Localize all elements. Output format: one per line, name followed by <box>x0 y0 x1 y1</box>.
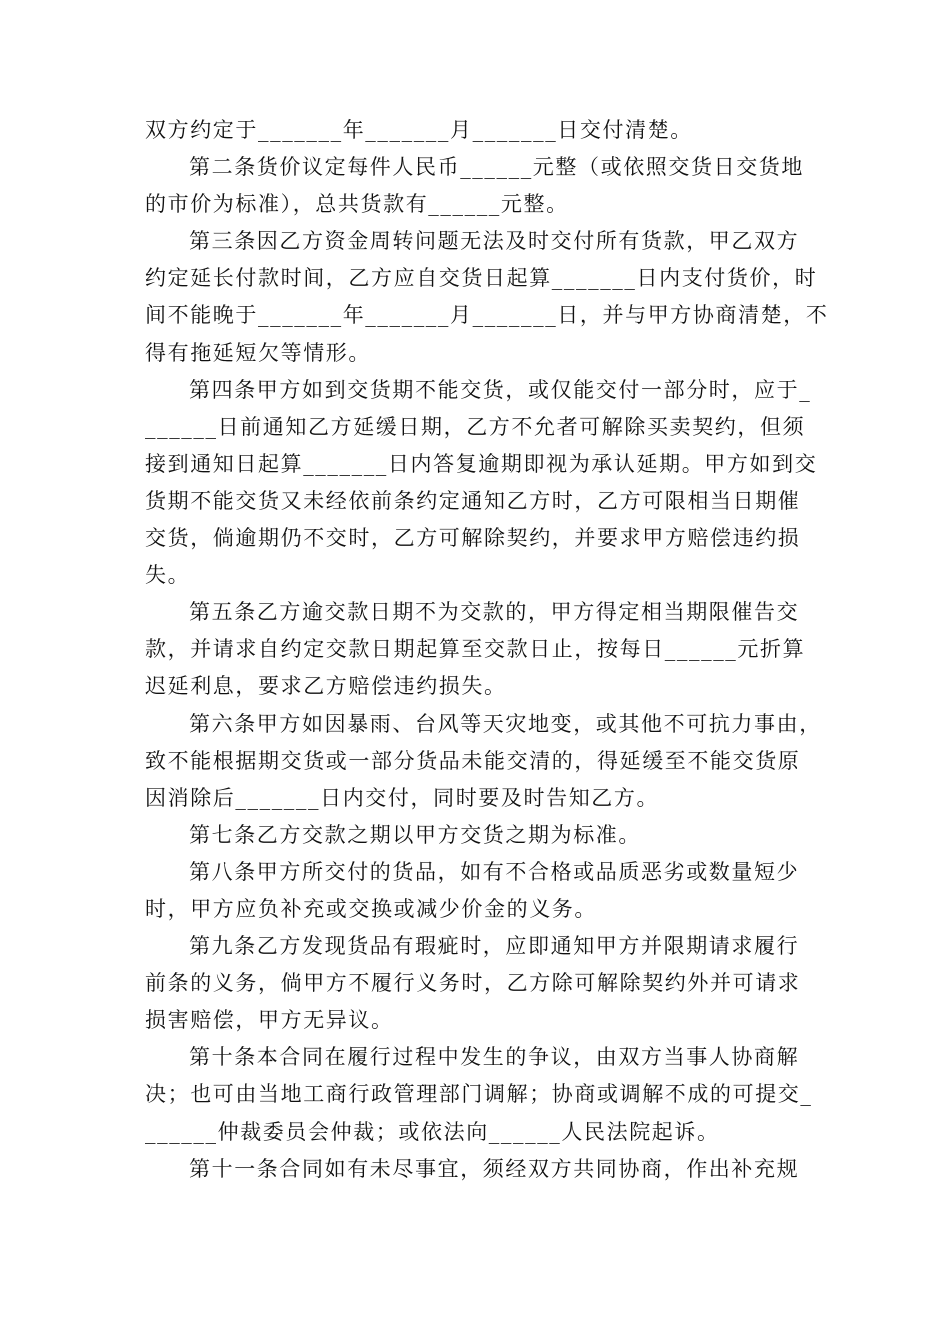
text-line: 损害赔偿，甲方无异议。 <box>145 1008 394 1033</box>
text-line: 因消除后_______日内交付，同时要及时告知乙方。 <box>145 785 660 810</box>
text-line: ______日前通知乙方延缓日期，乙方不允者可解除买卖契约，但须 <box>145 414 806 439</box>
text-line: 时，甲方应负补充或交换或减少价金的义务。 <box>145 896 597 921</box>
text-line: 致不能根据期交货或一部分货品未能交清的，得延缓至不能交货原 <box>145 748 801 773</box>
text-line: ______仲裁委员会仲裁；或依法向______人民法院起诉。 <box>145 1119 720 1144</box>
text-line: 第八条甲方所交付的货品，如有不合格或品质恶劣或数量短少 <box>189 859 800 884</box>
contract-body <box>145 112 845 1188</box>
text-line: 得有拖延短欠等情形。 <box>145 340 371 365</box>
text-line: 第四条甲方如到交货期不能交货，或仅能交付一部分时，应于_ <box>189 377 812 402</box>
text-line: 第六条甲方如因暴雨、台风等天灾地变，或其他不可抗力事由， <box>189 711 822 736</box>
text-line: 第三条因乙方资金周转问题无法及时交付所有货款，甲乙双方 <box>189 229 800 254</box>
text-line: 决；也可由当地工商行政管理部门调解；协商或调解不成的可提交_ <box>145 1082 813 1107</box>
text-line: 约定延长付款时间，乙方应自交货日起算_______日内支付货价，时 <box>145 266 818 291</box>
text-line: 第二条货价议定每件人民币______元整（或依照交货日交货地 <box>189 155 804 180</box>
text-line: 双方约定于_______年_______月_______日交付清楚。 <box>145 118 693 142</box>
text-line: 第五条乙方逾交款日期不为交款的，甲方得定相当期限催告交 <box>189 600 800 625</box>
text-line: 第十一条合同如有未尽事宜，须经双方共同协商，作出补充规 <box>189 1156 800 1181</box>
text-line: 第七条乙方交款之期以甲方交货之期为标准。 <box>189 822 641 847</box>
text-line: 迟延利息，要求乙方赔偿违约损失。 <box>145 674 507 699</box>
text-line: 间不能晚于_______年_______月_______日，并与甲方协商清楚，不 <box>145 303 829 328</box>
text-line: 接到通知日起算_______日内答复逾期即视为承认延期。甲方如到交 <box>145 451 818 476</box>
text-line: 交货，倘逾期仍不交时，乙方可解除契约，并要求甲方赔偿违约损 <box>145 526 801 551</box>
text-line: 第九条乙方发现货品有瑕疵时，应即通知甲方并限期请求履行 <box>189 934 800 959</box>
text-line: 的市价为标准），总共货款有______元整。 <box>145 192 569 217</box>
text-line: 货期不能交货又未经依前条约定通知乙方时，乙方可限相当日期催 <box>145 488 801 513</box>
text-line: 失。 <box>145 563 191 588</box>
text-line: 第十条本合同在履行过程中发生的争议，由双方当事人协商解 <box>189 1045 800 1070</box>
text-line: 款，并请求自约定交款日期起算至交款日止，按每日______元折算 <box>145 637 806 662</box>
text-line: 前条的义务，倘甲方不履行义务时，乙方除可解除契约外并可请求 <box>145 971 801 996</box>
